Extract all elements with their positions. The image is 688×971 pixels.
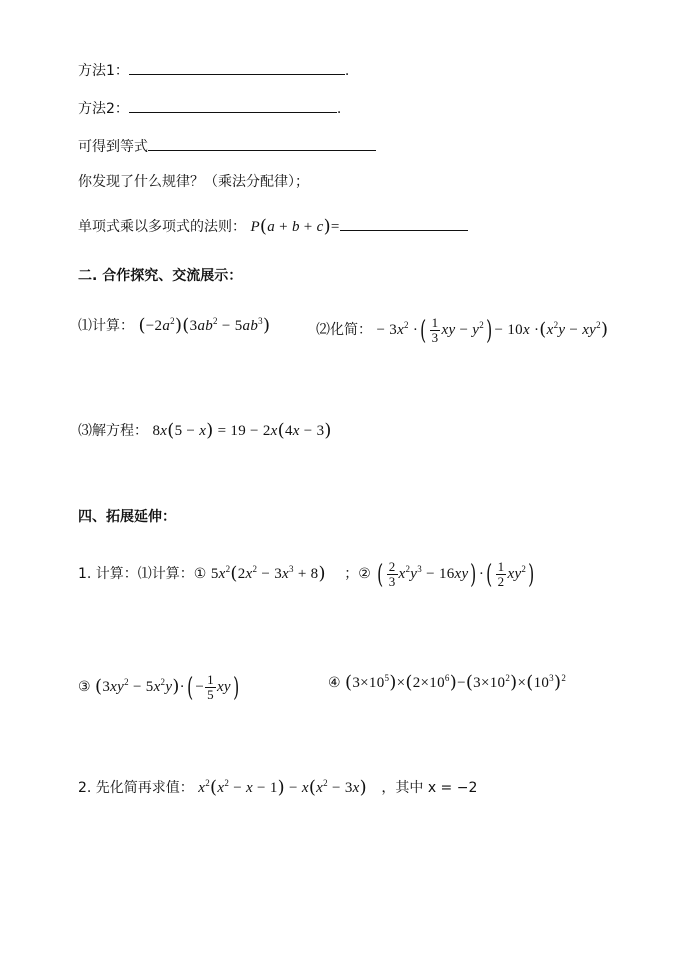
equation-line <box>78 136 376 157</box>
method1-line: 方法1： . <box>78 60 349 81</box>
q4-label: ④ <box>328 675 341 691</box>
method1-blank[interactable] <box>129 60 345 75</box>
q1-line <box>78 560 537 589</box>
equation-label: 可得到等式 <box>78 139 148 155</box>
q3-label: ③ <box>78 678 91 695</box>
problem1-expression: $(-2a^2)(3ab^2 - 5ab^3)$ <box>138 315 271 336</box>
problem2-line <box>316 316 608 345</box>
problem3-line <box>78 421 332 441</box>
problem1-label: ⑴计算： <box>78 318 134 334</box>
q2-condition: ，其中 x = −2 <box>381 780 478 796</box>
question-line <box>78 172 309 192</box>
rule-expression: P(a + b + c)= <box>250 216 340 237</box>
problem1-line <box>78 316 270 336</box>
q2-line <box>78 778 477 798</box>
q1-label: 1. 计算：⑴计算：① <box>78 565 207 582</box>
problem3-expression: 8x(5 − x) = 19 − 2x(4x − 3) <box>152 420 332 441</box>
section2-title: 二. 合作探究、交流展示： <box>78 268 243 284</box>
q1-separator: ；② <box>344 565 371 582</box>
problem2-label: ⑵化简： <box>316 321 372 338</box>
question-text: 你发现了什么规律？（乘法分配律）； <box>78 174 309 190</box>
equation-blank[interactable] <box>148 136 376 151</box>
problem3-label: ⑶解方程： <box>78 423 148 439</box>
q1-expression-a: $5x^2(2x^2 - 3x^3 + 8)$ <box>210 562 326 584</box>
rule-line <box>78 216 468 237</box>
q4-expression: $(3\times 10^5)\times(2\times 10^6)-(3\times 10^2)\times(10^3)^2$ <box>345 672 567 693</box>
rule-label: 单项式乘以多项式的法则： <box>78 219 246 235</box>
q3-expression: $(3xy^2 - 5x^2y)\cdot$( − $\frac{1}{5}$ xy) <box>95 672 240 703</box>
q1-expression-b: ( $\frac{2}{3}$ $x^2y^3 - 16xy$) ·( $\frac{1}{2}$ $xy^2$) <box>377 559 535 590</box>
q2-label: 2. 先化简再求值： <box>78 780 194 796</box>
rule-blank[interactable] <box>340 216 468 231</box>
section4-title: 四、拓展延伸： <box>78 509 176 525</box>
q2-expression: $x^2(x^2 - x - 1) - x(x^2 - 3x)$ <box>198 777 367 798</box>
method2-label: 方法2： <box>78 101 129 117</box>
method1-label: 方法1： <box>78 63 129 79</box>
q3-line <box>78 673 241 702</box>
method2-blank[interactable] <box>129 98 337 113</box>
method2-line: 方法2： . <box>78 98 341 119</box>
q4-line <box>328 673 566 693</box>
problem2-expression: − $3x^2$ ·( $\frac{1}{3}$ xy − $y^2) - 10x \cdot(x^2y - xy^2)$ <box>376 315 609 346</box>
